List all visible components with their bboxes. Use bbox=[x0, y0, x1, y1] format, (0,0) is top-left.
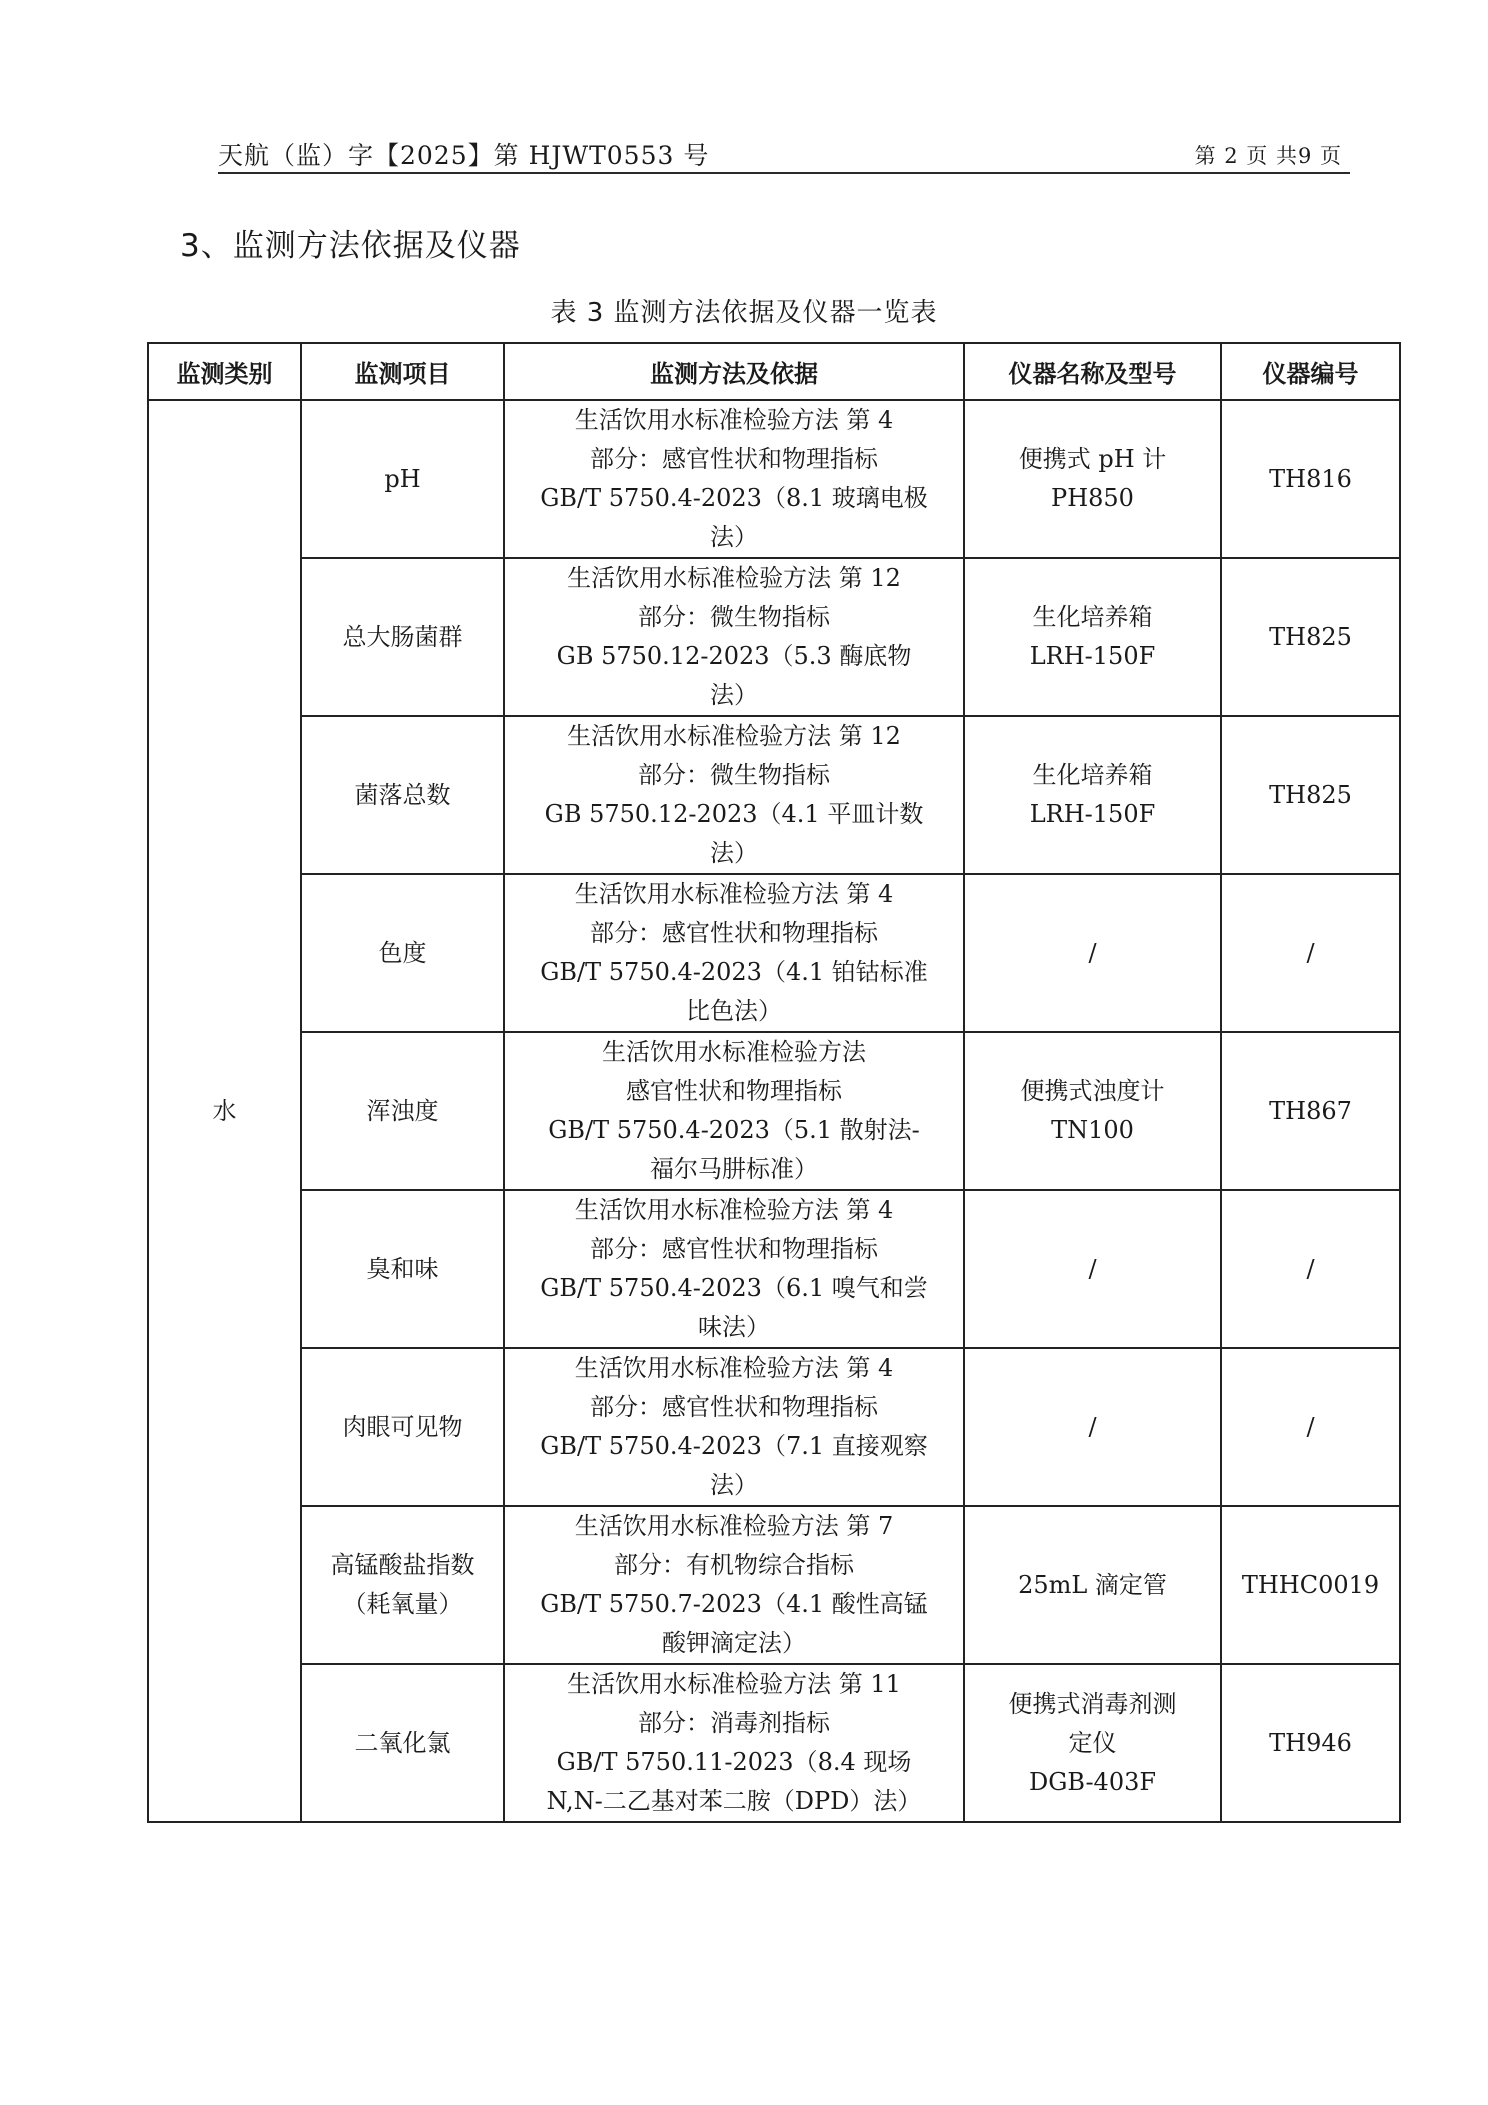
table-row bbox=[148, 716, 1400, 874]
method-line: GB/T 5750.4-2023（8.1 玻璃电极 bbox=[540, 484, 928, 512]
method-line: 酸钾滴定法） bbox=[662, 1629, 806, 1657]
header-item: 监测项目 bbox=[301, 343, 504, 400]
header-number: 仪器编号 bbox=[1221, 343, 1400, 400]
header-method: 监测方法及依据 bbox=[504, 343, 964, 400]
instrument-number-cell: / bbox=[1221, 1190, 1400, 1348]
item-cell: pH bbox=[301, 400, 504, 558]
instrument-line: 定仪 bbox=[1068, 1728, 1117, 1757]
method-line: GB 5750.12-2023（5.3 酶底物 bbox=[556, 642, 912, 670]
method-line: 部分：消毒剂指标 bbox=[638, 1709, 830, 1737]
method-line: 法） bbox=[710, 523, 758, 551]
table-row bbox=[148, 874, 1400, 1032]
method-line: GB 5750.12-2023（4.1 平皿计数 bbox=[544, 800, 924, 828]
instrument-line: 便携式 pH 计 bbox=[1018, 445, 1167, 473]
page-number: 第 2 页 共9 页 bbox=[1194, 144, 1342, 168]
instrument-number-cell: THHC0019 bbox=[1221, 1506, 1400, 1664]
item-cell: 总大肠菌群 bbox=[301, 558, 504, 716]
header-instrument: 仪器名称及型号 bbox=[964, 343, 1221, 400]
method-line: GB/T 5750.4-2023（6.1 嗅气和尝 bbox=[540, 1274, 928, 1302]
method-line: 福尔马肼标准） bbox=[650, 1155, 818, 1183]
instrument-line: / bbox=[1088, 1254, 1097, 1283]
method-line: 部分：感官性状和物理指标 bbox=[590, 445, 878, 473]
method-line: 比色法） bbox=[686, 997, 782, 1025]
instrument-number-cell: TH825 bbox=[1221, 558, 1400, 716]
method-cell bbox=[504, 1506, 964, 1664]
table-row bbox=[148, 558, 1400, 716]
instrument-line: DGB-403F bbox=[1028, 1767, 1157, 1796]
item-cell: 肉眼可见物 bbox=[301, 1348, 504, 1506]
instrument-cell bbox=[964, 1506, 1221, 1664]
method-cell bbox=[504, 1190, 964, 1348]
table-row bbox=[148, 1348, 1400, 1506]
table-caption: 表 3 监测方法依据及仪器一览表 bbox=[550, 298, 938, 328]
instrument-line: PH850 bbox=[1051, 484, 1134, 512]
instrument-line: LRH-150F bbox=[1029, 800, 1156, 828]
method-line: GB/T 5750.4-2023（7.1 直接观察 bbox=[540, 1432, 928, 1460]
instrument-line: / bbox=[1088, 938, 1097, 967]
instrument-number-cell: TH816 bbox=[1221, 400, 1400, 558]
method-line: 味法） bbox=[698, 1313, 770, 1341]
item-cell: 高锰酸盐指数 （耗氧量） bbox=[301, 1506, 504, 1664]
instrument-cell bbox=[964, 1032, 1221, 1190]
section-title: 3、监测方法依据及仪器 bbox=[180, 228, 521, 264]
instrument-number-cell: TH825 bbox=[1221, 716, 1400, 874]
table-row bbox=[148, 400, 1400, 558]
category-cell: 水 bbox=[148, 400, 301, 1822]
method-line: 生活饮用水标准检验方法 第 4 bbox=[574, 880, 894, 908]
instrument-cell bbox=[964, 1664, 1221, 1822]
method-line: 生活饮用水标准检验方法 bbox=[602, 1038, 866, 1066]
method-line: 法） bbox=[710, 839, 758, 867]
instrument-cell bbox=[964, 716, 1221, 874]
instrument-cell bbox=[964, 1348, 1221, 1506]
method-line: 部分：感官性状和物理指标 bbox=[590, 919, 878, 947]
method-line: 生活饮用水标准检验方法 第 7 bbox=[574, 1512, 894, 1540]
method-cell bbox=[504, 1032, 964, 1190]
method-line: 生活饮用水标准检验方法 第 11 bbox=[567, 1670, 901, 1698]
instrument-number-cell: / bbox=[1221, 1348, 1400, 1506]
method-line: 生活饮用水标准检验方法 第 4 bbox=[574, 406, 894, 434]
table-row bbox=[148, 1190, 1400, 1348]
instrument-line: TN100 bbox=[1051, 1116, 1134, 1144]
instrument-line: 生化培养箱 bbox=[1032, 603, 1153, 631]
method-cell bbox=[504, 400, 964, 558]
item-cell: 菌落总数 bbox=[301, 716, 504, 874]
method-line: 部分：感官性状和物理指标 bbox=[590, 1393, 878, 1421]
item-cell: 浑浊度 bbox=[301, 1032, 504, 1190]
instrument-line: 25mL 滴定管 bbox=[1018, 1570, 1167, 1599]
instrument-cell bbox=[964, 874, 1221, 1032]
item-cell: 二氧化氯 bbox=[301, 1664, 504, 1822]
table-body bbox=[148, 400, 1400, 1822]
instrument-line: 生化培养箱 bbox=[1032, 761, 1153, 789]
method-cell bbox=[504, 716, 964, 874]
method-line: 生活饮用水标准检验方法 第 12 bbox=[567, 722, 901, 750]
method-line: 部分：有机物综合指标 bbox=[614, 1551, 854, 1579]
item-cell: 臭和味 bbox=[301, 1190, 504, 1348]
method-line: GB/T 5750.7-2023（4.1 酸性高锰 bbox=[540, 1590, 928, 1618]
instrument-line: / bbox=[1088, 1412, 1097, 1441]
method-line: 部分：微生物指标 bbox=[638, 761, 830, 789]
instrument-number-cell: TH946 bbox=[1221, 1664, 1400, 1822]
instrument-line: 便携式消毒剂测 bbox=[1008, 1689, 1177, 1718]
method-cell bbox=[504, 1348, 964, 1506]
method-cell bbox=[504, 558, 964, 716]
item-cell: 色度 bbox=[301, 874, 504, 1032]
method-line: 生活饮用水标准检验方法 第 4 bbox=[574, 1196, 894, 1224]
method-line: 法） bbox=[710, 1471, 758, 1499]
table-row bbox=[148, 1032, 1400, 1190]
method-line: 法） bbox=[710, 681, 758, 709]
method-line: N,N-二乙基对苯二胺（DPD）法） bbox=[546, 1787, 922, 1815]
methods-table bbox=[147, 342, 1401, 1823]
table-row bbox=[148, 1664, 1400, 1822]
method-line: 生活饮用水标准检验方法 第 12 bbox=[567, 564, 901, 592]
page-header bbox=[218, 132, 1350, 174]
instrument-cell bbox=[964, 400, 1221, 558]
method-line: 部分：微生物指标 bbox=[638, 603, 830, 631]
method-line: GB/T 5750.4-2023（5.1 散射法- bbox=[548, 1116, 920, 1144]
method-line: GB/T 5750.4-2023（4.1 铂钴标准 bbox=[540, 958, 928, 986]
table-row bbox=[148, 1506, 1400, 1664]
instrument-cell bbox=[964, 1190, 1221, 1348]
method-line: 感官性状和物理指标 bbox=[626, 1077, 842, 1105]
method-line: 生活饮用水标准检验方法 第 4 bbox=[574, 1354, 894, 1382]
instrument-number-cell: / bbox=[1221, 874, 1400, 1032]
table-header-row bbox=[148, 343, 1400, 400]
instrument-line: 便携式浊度计 bbox=[1020, 1077, 1165, 1105]
instrument-line: LRH-150F bbox=[1029, 642, 1156, 670]
instrument-cell bbox=[964, 558, 1221, 716]
instrument-number-cell: TH867 bbox=[1221, 1032, 1400, 1190]
document-number: 天航（监）字【2025】第 HJWT0553 号 bbox=[218, 141, 710, 170]
header-category: 监测类别 bbox=[148, 343, 301, 400]
method-line: GB/T 5750.11-2023（8.4 现场 bbox=[556, 1748, 912, 1776]
method-cell bbox=[504, 1664, 964, 1822]
method-line: 部分：感官性状和物理指标 bbox=[590, 1235, 878, 1263]
method-cell bbox=[504, 874, 964, 1032]
